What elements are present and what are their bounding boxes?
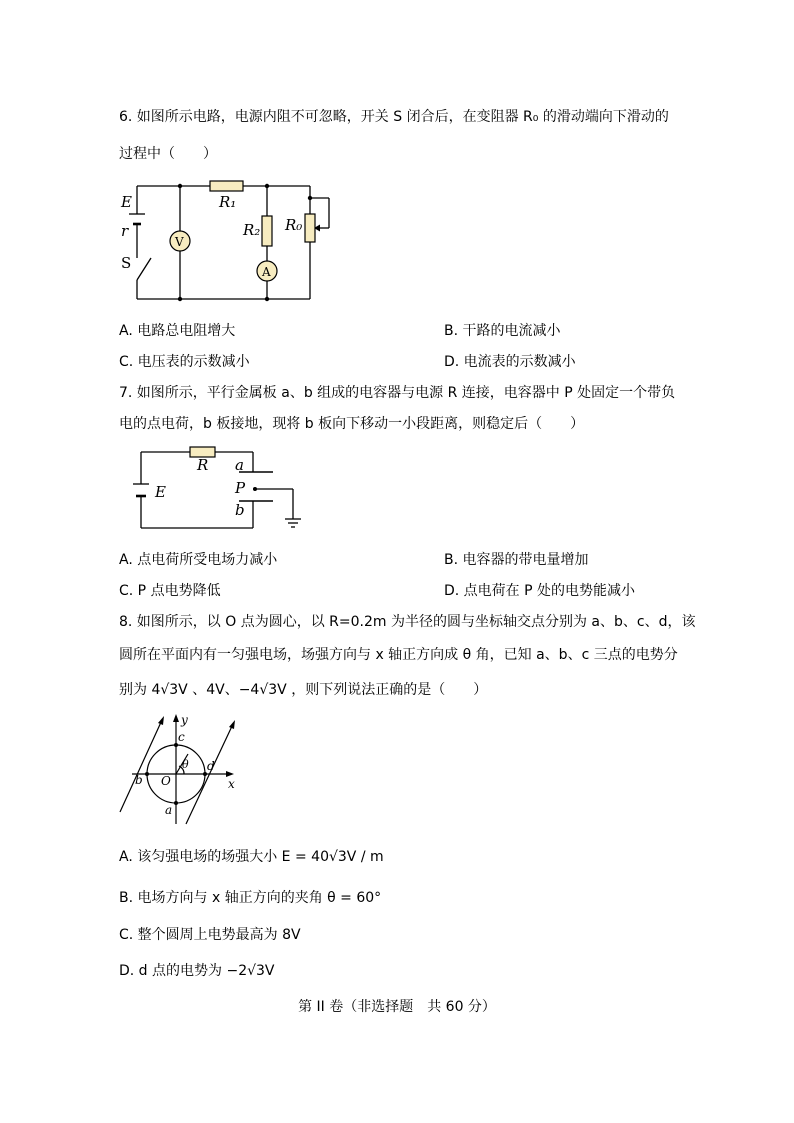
q6-option-d[interactable]: D. 电流表的示数减小 xyxy=(444,354,576,370)
q8-label-theta: θ xyxy=(182,758,189,771)
q8-field-diagram xyxy=(118,712,246,830)
q7-label-P: P xyxy=(235,479,246,497)
q8-option-d[interactable]: D. d 点的电势为 −2√3V xyxy=(119,963,275,979)
q7-stem-line1: 7. 如图所示，平行金属板 a、b 组成的电容器与电源 R 连接，电容器中 P 处固定一个带负 xyxy=(119,385,676,401)
q6-label-R0: R₀ xyxy=(285,216,303,234)
q8-stem-line3: 别为 4√3V 、4V、−4√3V ，则下列说法正确的是（ ） xyxy=(119,682,488,698)
q8-label-y: y xyxy=(181,713,188,727)
q7-capacitor-diagram xyxy=(125,444,315,536)
q6-label-E: E xyxy=(121,193,132,211)
q8-option-a[interactable]: A. 该匀强电场的场强大小 E = 40√3V / m xyxy=(119,849,384,865)
q6-option-c[interactable]: C. 电压表的示数减小 xyxy=(119,354,250,370)
ammeter-label: A xyxy=(262,265,271,279)
q8-label-d: d xyxy=(207,759,215,773)
q7-option-b[interactable]: B. 电容器的带电量增加 xyxy=(444,552,589,568)
q6-stem-line2: 过程中（ ） xyxy=(119,146,217,162)
q8-option-b[interactable]: B. 电场方向与 x 轴正方向的夹角 θ = 60° xyxy=(119,890,382,906)
q6-label-S: S xyxy=(121,254,132,272)
q7-label-a: a xyxy=(235,456,244,474)
q8-stem-line1: 8. 如图所示，以 O 点为圆心，以 R=0.2m 为半径的圆与坐标轴交点分别为 a、b、c、d，该 xyxy=(119,614,696,630)
q8-label-c: c xyxy=(178,730,185,744)
q8-option-c[interactable]: C. 整个圆周上电势最高为 8V xyxy=(119,927,301,943)
q6-option-a[interactable]: A. 电路总电阻增大 xyxy=(119,323,236,339)
q8-label-x: x xyxy=(228,777,235,791)
q6-circuit-diagram xyxy=(115,178,345,306)
q7-label-b: b xyxy=(235,501,245,519)
q7-option-a[interactable]: A. 点电荷所受电场力减小 xyxy=(119,552,278,568)
q6-stem-line1: 6. 如图所示电路，电源内阻不可忽略，开关 S 闭合后，在变阻器 R₀ 的滑动端向下滑动的 xyxy=(119,109,669,125)
q6-label-R2: R₂ xyxy=(243,221,261,239)
q7-label-R: R xyxy=(197,456,209,474)
q7-option-d[interactable]: D. 点电荷在 P 处的电势能减小 xyxy=(444,583,636,599)
section-title: 第 II 卷（非选择题 共 60 分） xyxy=(298,999,496,1015)
q8-label-O: O xyxy=(161,774,171,788)
q7-stem-line2: 电的点电荷，b 板接地，现将 b 板向下移动一小段距离，则稳定后（ ） xyxy=(119,416,585,432)
q8-label-a: a xyxy=(165,803,173,817)
q6-label-R1: R₁ xyxy=(219,193,237,211)
q8-stem-line2: 圆所在平面内有一匀强电场，场强方向与 x 轴正方向成 θ 角，已知 a、b、c 三点的电势分 xyxy=(119,647,678,663)
voltmeter-label: V xyxy=(175,235,184,249)
q6-label-r: r xyxy=(121,222,129,240)
q6-option-b[interactable]: B. 干路的电流减小 xyxy=(444,323,561,339)
q8-label-b: b xyxy=(135,773,143,787)
q7-label-E: E xyxy=(155,483,166,501)
q7-option-c[interactable]: C. P 点电势降低 xyxy=(119,583,221,599)
